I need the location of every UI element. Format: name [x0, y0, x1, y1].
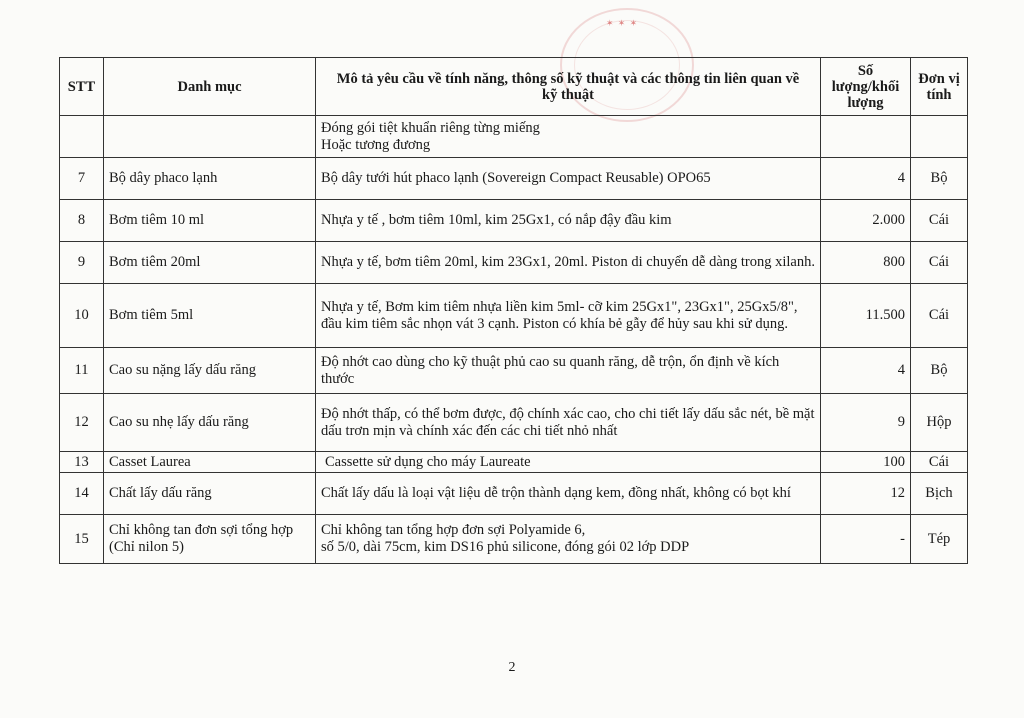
cell-name: Bơm tiêm 10 ml	[104, 200, 316, 242]
cell-desc	[316, 116, 821, 158]
cell-unit: Cái	[911, 284, 968, 348]
cell-qty: -	[821, 515, 911, 564]
table-row	[60, 473, 968, 515]
desc-line: số 5/0, dài 75cm, kim DS16 phủ silicone, đóng gói 02 lớp DDP	[321, 539, 690, 555]
cell-qty: 800	[821, 242, 911, 284]
cell-desc: Chất lấy dấu là loại vật liệu dễ trộn thành dạng kem, đồng nhất, không có bọt khí	[316, 473, 821, 515]
desc-line: Chỉ không tan tổng hợp đơn sợi Polyamide 6,	[321, 522, 586, 538]
cell-desc: Nhựa y tế, Bơm kim tiêm nhựa liền kim 5ml- cỡ kim 25Gx1", 23Gx1", 25Gx5/8", đầu kim tiêm sắc nhọn vát 3 cạnh. Piston có khía bẻ gẫy để hủy sau khi sử dụng.	[316, 284, 821, 348]
cell-unit: Tép	[911, 515, 968, 564]
table-header-row	[60, 58, 968, 116]
cell-stt	[60, 116, 104, 158]
cell-name: Bộ dây phaco lạnh	[104, 158, 316, 200]
cell-unit: Bịch	[911, 473, 968, 515]
cell-desc: Cassette sử dụng cho máy Laureate	[316, 452, 821, 473]
cell-name: Bơm tiêm 20ml	[104, 242, 316, 284]
cell-qty: 9	[821, 394, 911, 452]
header-quantity: Số lượng/khối lượng	[821, 58, 911, 116]
cell-stt: 10	[60, 284, 104, 348]
table-row	[60, 284, 968, 348]
cell-unit: Cái	[911, 200, 968, 242]
cell-desc: Nhựa y tế, bơm tiêm 20ml, kim 23Gx1, 20ml. Piston di chuyển dễ dàng trong xilanh.	[316, 242, 821, 284]
cell-stt: 11	[60, 348, 104, 394]
cell-name: Bơm tiêm 5ml	[104, 284, 316, 348]
cell-qty: 100	[821, 452, 911, 473]
cell-desc: Nhựa y tế , bơm tiêm 10ml, kim 25Gx1, có nắp đậy đầu kim	[316, 200, 821, 242]
cell-desc	[316, 515, 821, 564]
cell-stt: 8	[60, 200, 104, 242]
cell-desc: Bộ dây tưới hút phaco lạnh (Sovereign Compact Reusable) OPO65	[316, 158, 821, 200]
cell-unit: Hộp	[911, 394, 968, 452]
cell-unit: Cái	[911, 452, 968, 473]
table-row	[60, 242, 968, 284]
cell-qty: 11.500	[821, 284, 911, 348]
table-row	[60, 348, 968, 394]
specification-table	[59, 57, 968, 564]
page-number: 2	[508, 660, 516, 675]
cell-qty: 2.000	[821, 200, 911, 242]
cell-unit: Bộ	[911, 348, 968, 394]
cell-unit: Bộ	[911, 158, 968, 200]
header-category: Danh mục	[104, 58, 316, 116]
cell-name: Chỉ không tan đơn sợi tổng hợp (Chỉ nilon 5)	[104, 515, 316, 564]
cell-name: Casset Laurea	[104, 452, 316, 473]
cell-desc: Độ nhớt thấp, có thể bơm được, độ chính xác cao, cho chi tiết lấy dấu sắc nét, bề mặt dấu trơn mịn và chính xác đến các chi tiết nhỏ nhất	[316, 394, 821, 452]
table-row-continuation	[60, 116, 968, 158]
desc-line: Hoặc tương đương	[321, 136, 431, 153]
cell-name: Cao su nặng lấy dấu răng	[104, 348, 316, 394]
cell-qty: 4	[821, 158, 911, 200]
desc-line: Đóng gói tiệt khuẩn riêng từng miếng	[321, 119, 540, 136]
table-row	[60, 394, 968, 452]
cell-stt: 13	[60, 452, 104, 473]
cell-stt: 15	[60, 515, 104, 564]
cell-qty	[821, 116, 911, 158]
header-description: Mô tả yêu cầu về tính năng, thông số kỹ thuật và các thông tin liên quan về kỹ thuật	[316, 58, 821, 116]
cell-qty: 4	[821, 348, 911, 394]
cell-name	[104, 116, 316, 158]
cell-stt: 12	[60, 394, 104, 452]
table-row	[60, 158, 968, 200]
cell-unit	[911, 116, 968, 158]
cell-unit: Cái	[911, 242, 968, 284]
cell-qty: 12	[821, 473, 911, 515]
table-row	[60, 200, 968, 242]
cell-desc: Độ nhớt cao dùng cho kỹ thuật phủ cao su quanh răng, dễ trộn, ổn định về kích thước	[316, 348, 821, 394]
stamp-star-mark: ✶ ✶ ✶	[606, 18, 639, 28]
header-unit: Đơn vị tính	[911, 58, 968, 116]
cell-stt: 7	[60, 158, 104, 200]
table-row	[60, 515, 968, 564]
cell-name: Cao su nhẹ lấy dấu răng	[104, 394, 316, 452]
cell-name: Chất lấy dấu răng	[104, 473, 316, 515]
header-stt: STT	[60, 58, 104, 116]
cell-stt: 14	[60, 473, 104, 515]
table-row	[60, 452, 968, 473]
cell-stt: 9	[60, 242, 104, 284]
